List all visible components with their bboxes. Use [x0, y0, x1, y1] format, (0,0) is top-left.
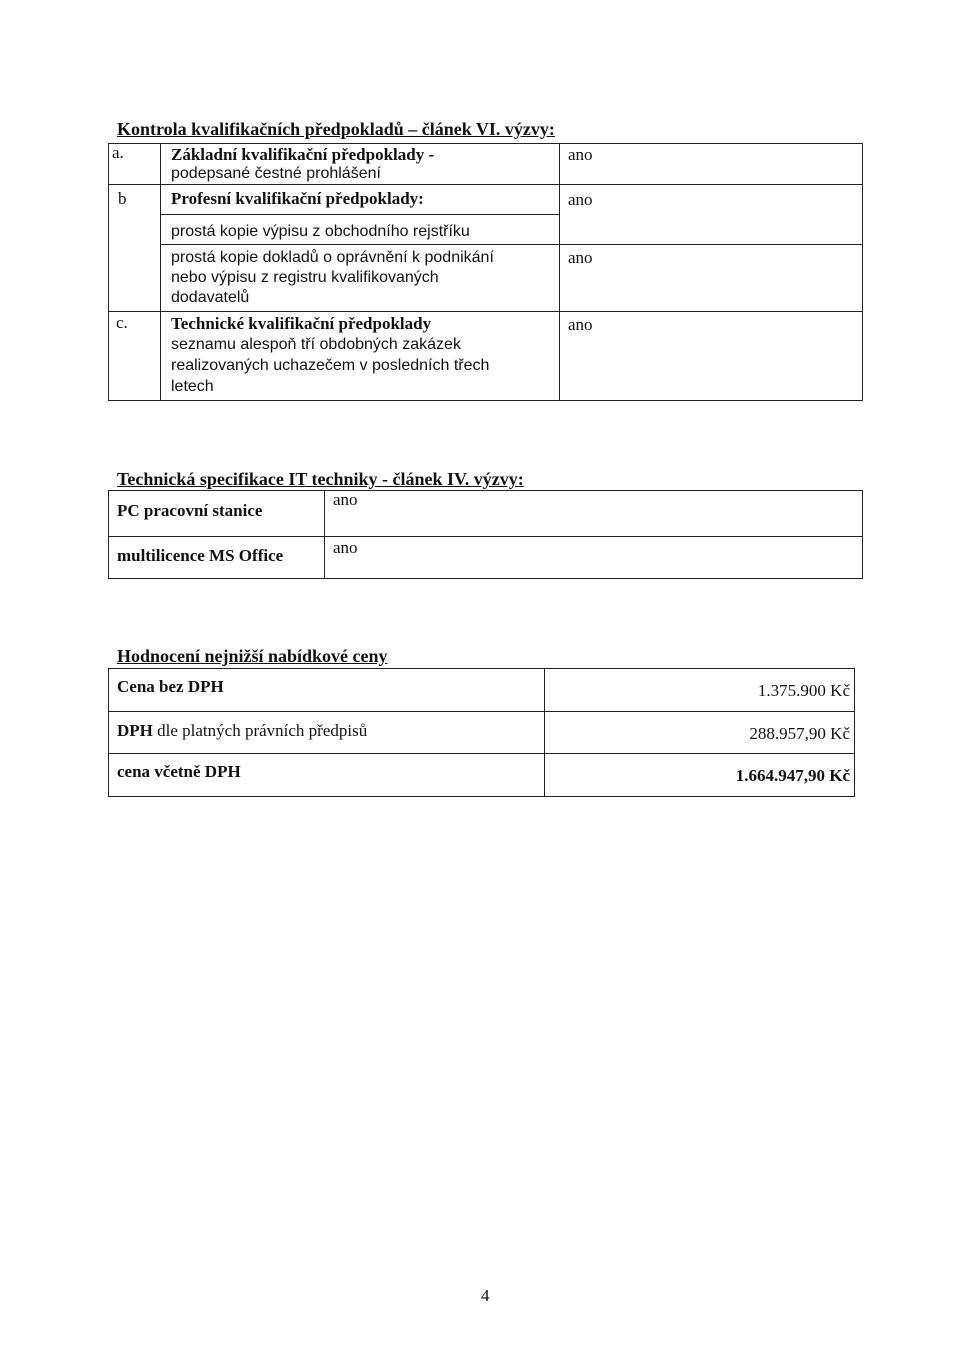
section1-heading: Kontrola kvalifikačních předpokladů – článek VI. výzvy: — [117, 119, 555, 139]
row-b-label: b — [118, 189, 127, 208]
price-with-vat-value: 1.664.947,90 Kč — [735, 766, 850, 785]
row-b-items-value: ano — [568, 248, 593, 267]
row-a-value: ano — [568, 145, 593, 164]
pc-station-value: ano — [333, 490, 358, 509]
section3-heading: Hodnocení nejnižší nabídkové ceny — [117, 646, 388, 666]
price-without-vat-label: Cena bez DPH — [117, 677, 224, 696]
row-a-title: Základní kvalifikační předpoklady - — [171, 145, 435, 164]
row-c-line-1: seznamu alespoň tří obdobných zakázek — [171, 336, 461, 353]
row-c-line-3: letech — [171, 378, 214, 395]
row-b-title: Profesní kvalifikační předpoklady: — [171, 189, 424, 208]
price-without-vat-value: 1.375.900 Kč — [757, 681, 850, 700]
row-c-value: ano — [568, 315, 593, 334]
section2-heading: Technická specifikace IT techniky - článek IV. výzvy: — [117, 469, 524, 489]
row-a-subtitle: podepsané čestné prohlášení — [171, 165, 381, 182]
row-b-value: ano — [568, 190, 593, 209]
row-b-item-1: prostá kopie výpisu z obchodního rejstříku — [171, 223, 470, 240]
row-c-title: Technické kvalifikační předpoklady — [171, 314, 432, 333]
vat-label: DPH dle platných právních předpisů — [117, 721, 368, 740]
vat-value: 288.957,90 Kč — [749, 724, 850, 743]
pc-station-label: PC pracovní stanice — [117, 501, 263, 520]
row-b-item-4: dodavatelů — [171, 289, 250, 306]
price-with-vat-label: cena včetně DPH — [117, 762, 241, 781]
ms-office-label: multilicence MS Office — [117, 546, 284, 565]
row-c-label: c. — [116, 313, 128, 332]
page-number: 4 — [481, 1286, 490, 1305]
row-a-label: a. — [112, 143, 124, 162]
ms-office-value: ano — [333, 538, 358, 557]
row-c-line-2: realizovaných uchazečem v posledních třech — [171, 357, 490, 374]
row-b-item-3: nebo výpisu z registru kvalifikovaných — [171, 269, 439, 286]
row-b-item-2: prostá kopie dokladů o oprávnění k podnikání — [171, 249, 494, 266]
